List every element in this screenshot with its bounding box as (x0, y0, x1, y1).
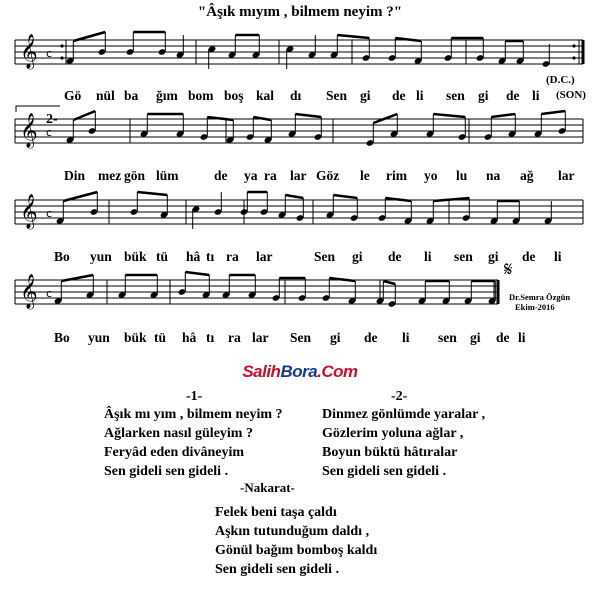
time-signature-icon: c (46, 287, 53, 300)
verse-2-number: -2- (391, 389, 408, 404)
lyric-syllable: lar (256, 249, 273, 264)
lyric-syllable: rim (386, 168, 407, 183)
verse-line: Sen gideli sen gideli . (322, 464, 447, 479)
lyric-syllable: Sen (314, 249, 336, 264)
lyric-syllable: boş (224, 88, 244, 103)
lyric-syllable: li (424, 249, 432, 264)
lyric-syllable: de (506, 88, 520, 103)
lyric-syllable: nül (96, 88, 115, 103)
lyric-syllable: hâ (182, 330, 197, 345)
lyric-syllable: tü (156, 249, 169, 264)
verse-line: Ağlarken nasıl güleyim ? (104, 426, 253, 441)
nakarat-label: -Nakarat- (240, 480, 295, 495)
verse-1 (104, 405, 283, 481)
treble-clef-icon: 𝄞 (20, 34, 38, 69)
repeat-dot-icon (572, 56, 575, 59)
song-title: "Âşık mıyım , bilmem neyim ?" (197, 4, 403, 20)
lyric-syllable: gi (330, 330, 341, 345)
nakarat-verse (215, 503, 377, 579)
lyric-syllable: ra (264, 168, 277, 183)
lyric-syllable: yun (90, 249, 112, 264)
lyric-syllable: li (532, 88, 540, 103)
lyric-syllable: Sen (326, 88, 348, 103)
lyric-syllable: mez (98, 168, 122, 183)
lyric-syllable: de (388, 249, 402, 264)
verse-2 (322, 405, 485, 481)
lyric-syllable: lu (456, 168, 468, 183)
lyric-syllable: ğım (156, 88, 178, 103)
lyric-syllable: lar (558, 168, 575, 183)
site-logo: SalihBora.Com (242, 362, 358, 381)
time-signature-icon: c (46, 207, 53, 220)
lyric-syllable: bük (124, 330, 147, 345)
lyric-syllable: de (496, 330, 510, 345)
verse-line: Boyun büktü hâtıralar (322, 445, 458, 460)
time-signature-icon: c (46, 47, 53, 60)
lyric-syllable: Göz (316, 168, 340, 183)
lyric-syllable: Bo (54, 249, 70, 264)
lyric-syllable: yun (88, 330, 110, 345)
lyric-syllable: kal (256, 88, 275, 103)
dc-label: (D.C.) (546, 74, 575, 86)
lyric-syllable: ya (244, 168, 258, 183)
verse-line: Aşkın tutunduğum daldı , (215, 524, 370, 539)
lyric-syllable: Sen (290, 330, 312, 345)
verse-1-number: -1- (186, 389, 203, 404)
son-label: (SON) (556, 89, 586, 101)
lyric-syllable: de (522, 249, 536, 264)
lyric-syllable: tü (154, 330, 167, 345)
lyric-syllable: bük (124, 249, 147, 264)
treble-clef-icon: 𝄞 (20, 274, 38, 309)
lyric-syllable: gön (124, 168, 146, 183)
lyric-syllable: yo (424, 168, 438, 183)
verse-line: Sen gideli sen gideli . (215, 562, 340, 577)
lyric-syllable: Din (64, 168, 86, 183)
lyric-syllable: gi (488, 249, 499, 264)
lyric-syllable: tı (206, 249, 215, 264)
lyric-syllable: lar (252, 330, 269, 345)
lyric-syllable: Bo (54, 330, 70, 345)
lyric-syllable: li (518, 330, 526, 345)
lyric-syllable: li (416, 88, 424, 103)
verse-line: Dinmez gönlümde yaralar , (322, 407, 486, 422)
verse-line: Sen gideli sen gideli . (104, 464, 229, 479)
lyric-syllable: gi (478, 88, 489, 103)
lyric-syllable: sen (438, 330, 457, 345)
lyric-syllable: gi (352, 249, 363, 264)
verse-line: Felek beni taşa çaldı (215, 505, 337, 520)
lyric-syllable: ra (226, 249, 239, 264)
lyric-syllable: ağ (520, 168, 534, 183)
verse-line: Gönül bağım bomboş kaldı (215, 543, 378, 558)
segno-icon: 𝄋 (504, 257, 513, 281)
verse-line: Âşık mı yım , bilmem neyim ? (104, 407, 283, 422)
lyric-syllable: li (554, 249, 562, 264)
lyric-syllable: hâ (186, 249, 201, 264)
lyric-syllable: gi (470, 330, 481, 345)
verse-line: Gözlerim yoluna ağlar , (322, 426, 464, 441)
lyric-syllable: sen (446, 88, 465, 103)
lyric-syllable: lar (290, 168, 307, 183)
lyric-syllable: ra (228, 330, 241, 345)
lyric-syllable: tı (206, 330, 215, 345)
treble-clef-icon: 𝄞 (20, 113, 38, 148)
lyric-syllable: de (392, 88, 406, 103)
lyric-syllable: de (364, 330, 378, 345)
repeat-dot-icon (60, 56, 63, 59)
time-signature-icon: c (46, 126, 53, 139)
lyric-syllable: na (486, 168, 501, 183)
second-ending-label: 2- (46, 112, 58, 127)
lyric-syllable: dı (290, 88, 302, 103)
lyric-syllable: lüm (156, 168, 179, 183)
verse-line: Feryâd eden divâneyim (104, 445, 244, 460)
lyric-syllable: gi (360, 88, 371, 103)
lyric-syllable: Gö (64, 88, 82, 103)
composer-credit: Dr.Semra Özgün Ekim-2016 (509, 292, 571, 312)
lyric-syllable: bom (188, 88, 214, 103)
treble-clef-icon: 𝄞 (20, 194, 38, 229)
lyric-syllable: le (360, 168, 370, 183)
lyric-syllable: li (402, 330, 410, 345)
repeat-dot-icon (572, 44, 575, 47)
lyric-syllable: ba (124, 88, 139, 103)
lyric-syllable: sen (454, 249, 473, 264)
repeat-dot-icon (60, 44, 63, 47)
lyric-syllable: de (214, 168, 228, 183)
